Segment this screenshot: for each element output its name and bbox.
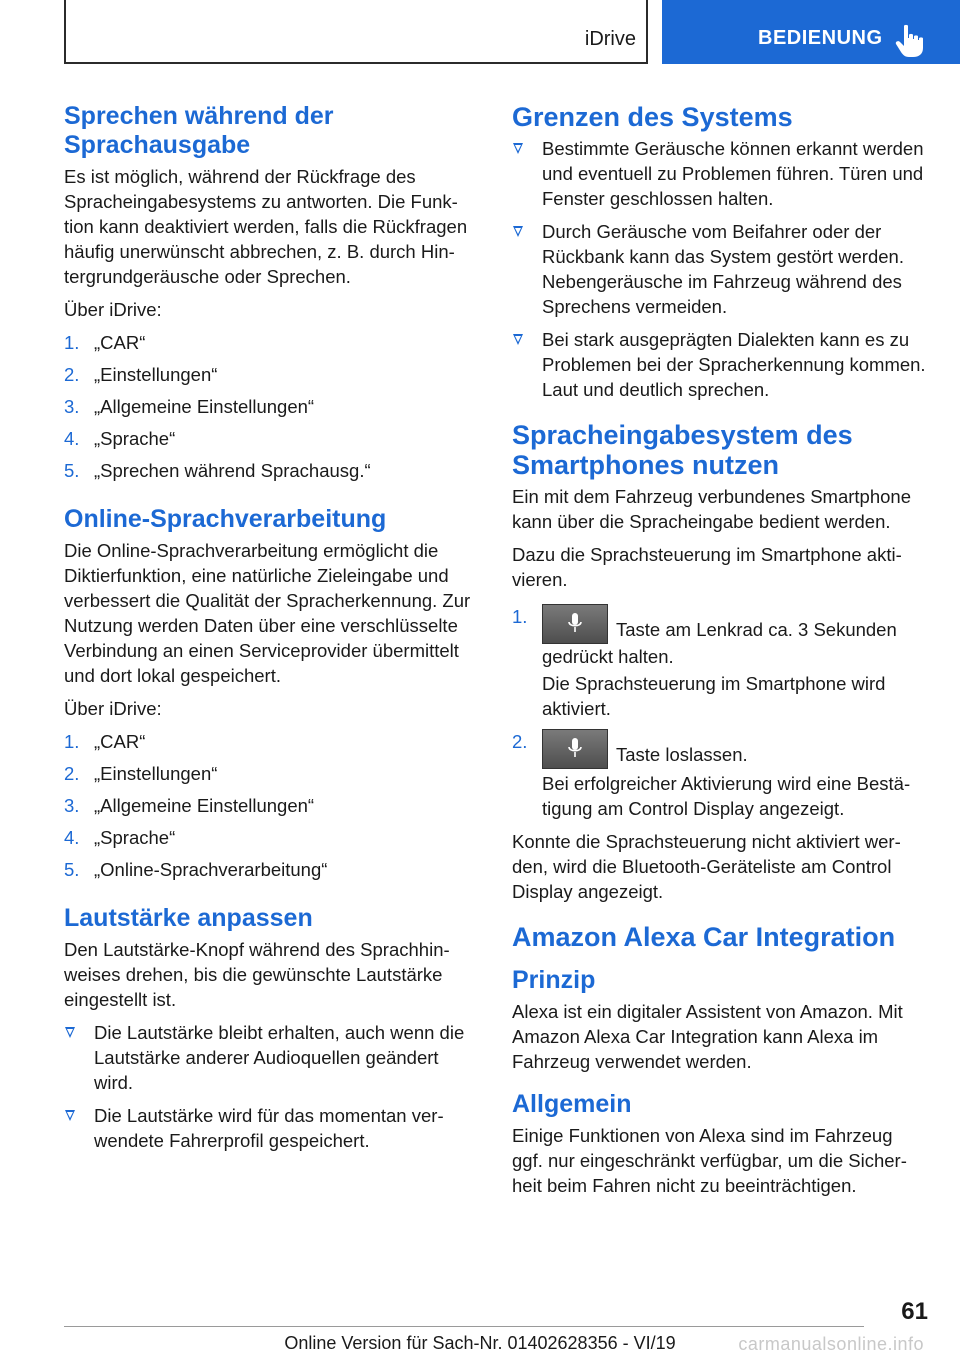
heading-line: Spracheingabesystem des xyxy=(512,420,853,450)
triangle-bullet-icon xyxy=(513,143,523,154)
step-note: Bei erfolgreicher Aktivierung wird eine Bestätigung am Control Display angezeigt. xyxy=(542,773,911,819)
list-item xyxy=(64,793,480,818)
list-item xyxy=(64,1020,480,1095)
step-number: 1. xyxy=(512,606,528,627)
step-text: Taste am Lenkrad ca. 3 Sekunden gedrückt halten. xyxy=(542,619,897,667)
step-text: „Einstellungen“ xyxy=(94,364,218,385)
list-item xyxy=(64,458,480,483)
heading-line: Sprachausgabe xyxy=(64,131,251,159)
steps-list xyxy=(512,604,928,821)
heading-sprechen xyxy=(64,102,480,160)
step-text: „Sprechen während Sprachausg.“ xyxy=(94,460,371,481)
steering-wheel-voice-button xyxy=(542,729,608,769)
step-text: „Allgemeine Einstellungen“ xyxy=(94,396,315,417)
step-text: Taste loslassen. xyxy=(616,744,748,765)
section-alexa xyxy=(512,922,928,1198)
heading-lautstaerke: Lautstärke anpassen xyxy=(64,904,313,932)
heading-line: Smartphones nutzen xyxy=(512,450,780,480)
triangle-bullet-icon xyxy=(513,334,523,345)
list-item xyxy=(512,327,928,402)
step-number: 5. xyxy=(64,859,80,880)
page-number: 61 xyxy=(901,1298,928,1325)
step-number: 3. xyxy=(64,396,80,417)
step-text: „Sprache“ xyxy=(94,428,176,449)
heading-online-sprachverarbeitung: Online-Sprachverarbeitung xyxy=(64,505,387,533)
via-idrive-label: Über iDrive: xyxy=(64,698,162,719)
left-column xyxy=(64,100,480,1161)
list-item xyxy=(512,136,928,211)
list-item xyxy=(512,604,928,721)
footer-text: Online Version für Sach-Nr. 01402628356 - VI/19 xyxy=(284,1333,676,1353)
watermark: carmanualsonline.info xyxy=(738,1334,924,1354)
bullet-list xyxy=(64,1020,480,1153)
heading-smartphone xyxy=(512,420,928,480)
step-number: 2. xyxy=(64,763,80,784)
step-text: „Sprache“ xyxy=(94,827,176,848)
bullet-list xyxy=(512,136,928,402)
list-item xyxy=(512,729,928,821)
bullet-text: Bestimmte Geräusche können erkannt werden und eventuell zu Problemen führen. Türen und Fenster geschlossen halten. xyxy=(542,138,924,209)
list-item xyxy=(64,825,480,850)
step-text: „Online-Sprachverarbeitung“ xyxy=(94,859,328,880)
microphone-icon xyxy=(568,738,582,760)
list-item xyxy=(512,219,928,319)
section-sprechen xyxy=(64,102,480,483)
step-number: 1. xyxy=(64,731,80,752)
steps-list xyxy=(64,729,480,882)
header-chapter-tab xyxy=(662,0,960,64)
steering-wheel-voice-button xyxy=(542,604,608,644)
paragraph: Konnte die Sprachsteuerung nicht aktiviert werden, wird die Bluetooth-Geräteliste am Control Display angezeigt. xyxy=(512,831,901,902)
section-smartphone xyxy=(512,420,928,904)
heading-grenzen: Grenzen des Systems xyxy=(512,102,793,132)
paragraph: Einige Funktionen von Alexa sind im Fahrzeug ggf. nur eingeschränkt verfügbar, um die Sicherheit beim Fahren nicht zu beeinträchtigen. xyxy=(512,1125,907,1196)
triangle-bullet-icon xyxy=(65,1027,75,1038)
subheading-prinzip: Prinzip xyxy=(512,966,596,994)
steps-list xyxy=(64,330,480,483)
microphone-icon xyxy=(568,613,582,635)
hand-pointer-icon xyxy=(895,24,925,58)
header-box xyxy=(64,0,648,64)
bullet-text: Die Lautstärke wird für das momentan verwendete Fahrerprofil gespeichert. xyxy=(94,1105,444,1151)
section-grenzen xyxy=(512,102,928,402)
right-column xyxy=(512,100,928,1206)
step-note: Die Sprachsteuerung im Smartphone wird aktiviert. xyxy=(542,673,886,719)
step-text: „CAR“ xyxy=(94,332,146,353)
step-number: 4. xyxy=(64,428,80,449)
subheading-allgemein: Allgemein xyxy=(512,1090,632,1118)
step-number: 4. xyxy=(64,827,80,848)
step-text: „CAR“ xyxy=(94,731,146,752)
list-item xyxy=(64,394,480,419)
heading-alexa: Amazon Alexa Car Integration xyxy=(512,922,896,952)
triangle-bullet-icon xyxy=(513,226,523,237)
paragraph: Es ist möglich, während der Rückfrage des Spracheingabesystems zu antworten. Die Funktion kann deaktiviert werden, falls die Rückfragen häufig unerwünscht abbrechen, z. B. durch Hintergrundgeräusche oder Sprechen. xyxy=(64,166,468,287)
step-number: 2. xyxy=(512,731,528,752)
paragraph: Ein mit dem Fahrzeug verbundenes Smartphone kann über die Spracheingabe bedient werden. xyxy=(512,486,911,532)
footer-divider xyxy=(64,1326,864,1327)
list-item xyxy=(64,426,480,451)
step-number: 1. xyxy=(64,332,80,353)
list-item xyxy=(64,330,480,355)
step-text: „Einstellungen“ xyxy=(94,763,218,784)
step-text: „Allgemeine Einstellungen“ xyxy=(94,795,315,816)
bullet-text: Bei stark ausgeprägten Dialekten kann es zu Problemen bei der Spracherkennung kommen. Laut und deutlich sprechen. xyxy=(542,329,926,400)
triangle-bullet-icon xyxy=(65,1110,75,1121)
bullet-text: Die Lautstärke bleibt erhalten, auch wenn die Lautstärke anderer Audioquellen geändert wird. xyxy=(94,1022,465,1093)
section-lautstaerke xyxy=(64,904,480,1153)
list-item xyxy=(64,362,480,387)
header-section-title: iDrive xyxy=(584,28,636,50)
paragraph: Den Lautstärke-Knopf während des Sprachhinweises drehen, bis die gewünschte Lautstärke eingestellt ist. xyxy=(64,939,450,1010)
list-item xyxy=(64,857,480,882)
list-item xyxy=(64,761,480,786)
header-chapter-title: BEDIENUNG xyxy=(758,27,883,49)
heading-line: Sprechen während der xyxy=(64,102,334,130)
list-item xyxy=(64,729,480,754)
paragraph: Dazu die Sprachsteuerung im Smartphone aktivieren. xyxy=(512,544,902,590)
paragraph: Alexa ist ein digitaler Assistent von Amazon. Mit Amazon Alexa Car Integration kann Alexa im Fahrzeug verwendet werden. xyxy=(512,1001,903,1072)
section-online-sprachverarbeitung xyxy=(64,505,480,882)
step-number: 2. xyxy=(64,364,80,385)
paragraph: Die Online-Sprachverarbeitung ermöglicht die Diktierfunktion, eine natürliche Zieleingabe und verbessert die Qualität der Spracherkennung. Zur Nutzung werden Daten über eine verschlüsselte Verbindung an einen Serviceprovider übermittelt und dort lokal gespeichert. xyxy=(64,540,471,686)
via-idrive-label: Über iDrive: xyxy=(64,299,162,320)
list-item xyxy=(64,1103,480,1153)
bullet-text: Durch Geräusche vom Beifahrer oder der Rückbank kann das System gestört werden. Nebengeräusche im Fahrzeug während des Sprechens vermeiden. xyxy=(542,221,904,317)
step-number: 3. xyxy=(64,795,80,816)
step-number: 5. xyxy=(64,460,80,481)
